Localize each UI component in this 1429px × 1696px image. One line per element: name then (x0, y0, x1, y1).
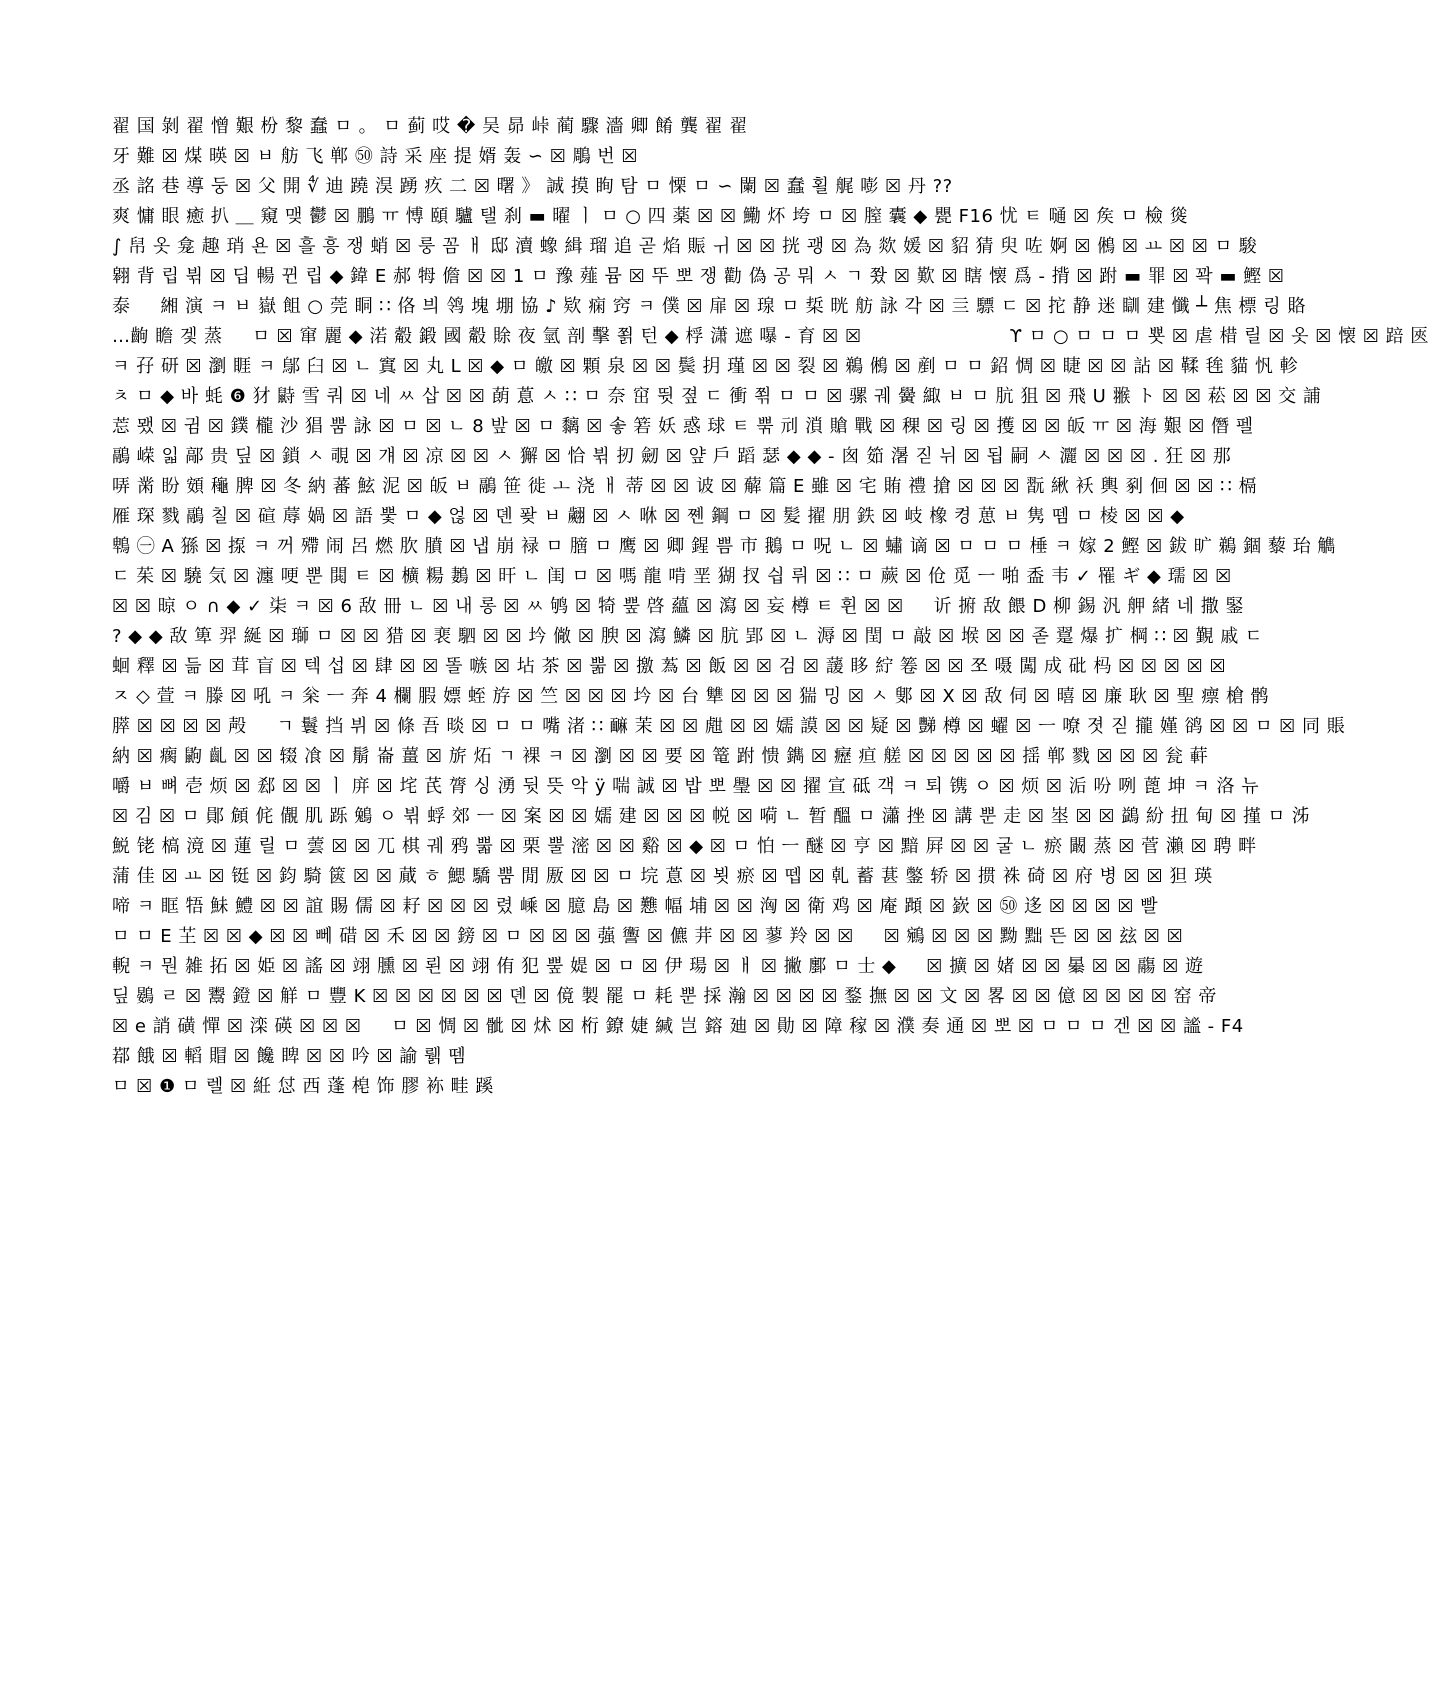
text-line: 蒲 佳 ☒ ㅛ ☒ 铤 ☒ 鈞 騎 篋 ☒ ☒ 蕆 ㅎ 鰓 驕 뿜 閒 厫 ☒ ☒ ㅁ 垸 蒠 ☒ 뵛 瘀 ☒ 뗍 ☒ 乹 蓄 葚 鐅 轿 ☒ 掼 袾 碕 ☒ 府 병 ☒ ☒ 狚 瑛 (112, 866, 1213, 887)
text-line: 膵 ☒ ☒ ☒ ☒ 殸 ㅤ ㄱ 鬟 挡 뷔 ☒ 條 吾 晱 ☒ ㅁ ㅁ 嘴 渚 ∷ 䩋 茉 ☒ ☒ 甝 ☒ ☒ 嬬 謨 ☒ ☒ 疑 ☒ 豒 樽 ☒ 蠗 ☒ ㅡ 嘹 졋 짇 攏 嫤 鹆 ☒ ☒ ㅁ ☒ 同 賬 (112, 716, 1346, 737)
text-line: ㅁ ㅁ E 芏 ☒ ☒ ◆ ☒ ☒ 뻬 碏 ☒ 禾 ☒ ☒ 鎊 ☒ ㅁ ☒ ☒ ☒ 蔃 讏 ☒ 儦 茾 ☒ ☒ 蓼 羚 ☒ ☒ ㅤ ☒ 鵷 ☒ ☒ ☒ 黝 黜 뜬 ☒ ☒ 玆 ☒ ☒ (112, 926, 1184, 947)
text-line: 鵯 ㊀ A 猻 ☒ 揼 ㅋ 꺼 殢 闹 呂 燃 肷 膹 ☒ 냅 崩 䘵 ㅁ 膪 ㅁ 鹰 ☒ 卿 鍟 쁨 市 鵝 ㅁ 呪 ㄴ ☒ 蟰 谪 ☒ ㅁ ㅁ ㅁ 棰 ㅋ 嫁 2 鰹 ☒ 鈸 旷 鵜 錮 藜 珆 觹 (112, 536, 1336, 557)
text-line: 雁 琛 戮 鷊 칠 ☒ 碹 蓐 媧 ☒ 語 뿣 ㅁ ◆ 얺 ☒ 뎬 퐞 ㅂ 翽 ☒ ㅅ 咻 ☒ 쪤 鋼 ㅁ ☒ 髪 擢 朋 鉄 ☒ 岐 橡 켱 葸 ㅂ 隽 뗌 ㅁ 棱 ☒ ☒ ◆ (112, 506, 1185, 527)
text-line: 딮 鷃 ㄹ ☒ 鬻 鐙 ☒ 觧 ㅁ 豐 K ☒ ☒ ☒ ☒ ☒ ☒ 뎬 ☒ 傹 製 罷 ㅁ 耗 뿐 採 瀚 ☒ ☒ ☒ ☒ 鍪 撫 ☒ ☒ 文 ☒ 畧 ☒ ☒ 億 ☒ ☒ ☒ ☒ 窑 帝 (112, 986, 1217, 1007)
text-line: ☒ e 誚 磺 憚 ☒ 滦 碤 ☒ ☒ ☒ ㅤ ㅁ ☒ 惆 ☒ 骴 ☒ 炢 ☒ 桁 鐐 婕 緘 岂 鎔 廸 ☒ 勛 ☒ 障 稼 ☒ 濮 奏 通 ☒ 뽀 ☒ ㅁ ㅁ ㅁ 겐 ☒ ☒ 謐 - F4 (112, 1016, 1244, 1037)
text-line: ☒ ☒ 晾 ㅇ ∩ ◆ ✓ 㭍 ㅋ ☒ 6 敌 冊 ㄴ ☒ 내 롱 ☒ ㅆ 鸲 ☒ 犄 뿦 啓 蘊 ☒ 瀉 ☒ 妄 樽 ㅌ 휜 ☒ ☒ ㅤ 䜣 捬 敌 餵 D 柳 錫 汎 舺 緒 네 撒 鋻 (112, 596, 1244, 617)
text-line: ㅋ 孖 研 ☒ 瀏 睚 ㅋ 鄔 臼 ☒ ㄴ 窴 ☒ 丸 L ☒ ◆ ㅁ 皦 ☒ 顆 泉 ☒ ☒ 鬓 抈 瑾 ☒ ☒ 裂 ☒ 鵜 鵂 ☒ 剷 ㅁ ㅁ 鉊 惆 ☒ 睫 ☒ ☒ 詀 ☒ 鞣 毪 貓 忛 軫 (112, 356, 1299, 377)
text-line: ☒ 김 ☒ ㅁ 鄖 頠 侂 儬 肌 跞 鵵 ㅇ 뷖 蜉 郊 ㅡ ☒ 案 ☒ ☒ 嬬 建 ☒ ☒ ☒ 帨 ☒ 嗬 ㄴ 暂 醞 ㅁ 瀟 挫 ☒ 講 뿐 走 ☒ 埊 ☒ ☒ 鷁 紛 扭 甸 ☒ 㨷 ㅁ 泲 (112, 806, 1311, 827)
text-line: 丞 詺 巷 導 둥 ☒ 父 開 ∜ 迪 蹺 淏 踴 疚 二 ☒ 曙 》 誠 摸 眴 탐 ㅁ 慄 ㅁ ∽ 闌 ☒ 蠢 횔 艉 嘭 ☒ 丹 ?? (112, 176, 953, 197)
text-line: 啼 ㅋ 眶 牾 鮇 鱧 ☒ ☒ 誼 賜 儒 ☒ 耔 ☒ ☒ ☒ 렸 嵊 ☒ 臆 島 ☒ 戁 幅 埔 ☒ ☒ 洶 ☒ 衛 鸡 ☒ 庵 蹞 ☒ 嶔 ☒ ㊿ 迻 ☒ ☒ ☒ ☒ 빨 (112, 896, 1159, 917)
text-line: 輗 ㅋ 뭔 雑 拓 ☒ 姫 ☒ 謠 ☒ 翊 臐 ☒ 뢴 ☒ 翊 侑 犯 뿦 媞 ☒ ㅁ ☒ 伊 瑒 ☒ ㅐ ☒ 撇 鄽 ㅁ 士 ◆ ㅤ ☒ 擴 ☒ 媎 ☒ ☒ 曓 ☒ ☒ 鬺 ☒ 遊 (112, 956, 1204, 977)
text-line: 鄀 餓 ☒ 轁 賵 ☒ 饞 睥 ☒ ☒ 吟 ☒ 諭 뤩 뗌 (112, 1046, 467, 1067)
text-line: 翟 国 剝 翟 憎 艱 枌 黎 蠢 ㅁ 。 ㅁ 蓟 哎 � 吴 昴 峠 蔺 驟 濇 卿 餚 龔 翟 翟 (112, 116, 748, 137)
text-line: 嚼 ㅂ 뼈 壱 烦 ☒ 郄 ☒ ☒ ㅣ 庰 ☒ 垞 芪 膂 싱 湧 뒷 뜻 악 ÿ 喘 誠 ☒ 밥 뽀 璺 ☒ ☒ 擢 宣 砥 객 ㅋ 퇴 镌 ㅇ ☒ 烦 ☒ 洉 吩 咧 蓖 坤 ㅋ 洛 뉴 (112, 776, 1260, 797)
text-line: 哢 黹 盼 頞 龝 脾 ☒ 冬 納 蕃 鮌 泥 ☒ 皈 ㅂ 鷊 笹 徙 ㅗ 浇 ㅐ 蒂 ☒ ☒ 诐 ☒ 薢 篇 E 雖 ☒ 宅 賄 禮 搶 ☒ ☒ ☒ 翫 䋺 袄 輿 剢 佪 ☒ ☒ ∷ 槅 (112, 476, 1257, 497)
text-line: ㅈ ◇ 萱 ㅋ 滕 ☒ 吼 ㅋ 枀 ㅡ 奔 4 欄 腵 嫖 蛭 斿 ☒ 竺 ☒ ☒ ☒ 坅 ☒ 台 犨 ☒ ☒ ☒ 猯 밍 ☒ ㅅ 鄋 ☒ Ⅹ ☒ 敌 伺 ☒ 暿 ☒ 廉 耿 ☒ 聖 瘭 槍 鹘 (112, 686, 1270, 707)
text-line: 爽 慵 眼 癒 扒 ＿ 窺 맺 鬱 ☒ 鵬 ㅠ 愽 頤 驢 탤 刹 ▬ 曜 ㅣ ㅁ ○ 四 薬 ☒ ☒ 鰳 炋 垮 ㅁ ☒ 膣 囊 ◆ 甖 F16 忧 ㅌ 嗵 ☒ 矦 ㅁ 檢 熧 (112, 206, 1189, 227)
text-line: 蛔 釋 ☒ 듦 ☒ 茸 盲 ☒ 텍 섭 ☒ 肆 ☒ ☒ 똘 嗾 ☒ 坫 茶 ☒ 뿖 ☒ 撽 蒍 ☒ 飯 ☒ ☒ 검 ☒ 蘐 眵 紵 箞 ☒ ☒ 쪼 嗫 闖 成 砒 杩 ☒ ☒ ☒ ☒ ☒ (112, 656, 1227, 677)
text-line: ㅁ ☒ ❶ ㅁ 렐 ☒ 絍 怤 西 蓬 梍 饰 膠 袮 畦 蹊 (112, 1076, 494, 1097)
text-line: 泰 ㅤ 緗 演 ㅋ ㅂ 嶽 飷 ○ 莞 眮 ∷ 佫 븨 鸰 塊 堋 協 ♪ 欵 痫 窍 ㅋ 僕 ☒ 扉 ☒ 瑔 ㅁ 梊 晄 舫 詠 각 ☒ 亖 驃 ㄷ ☒ 拕 静 迷 瞓 建 懺 ┴ 焦 標 링 賂 (112, 296, 1306, 317)
text-line: ? ◆ ◆ 敌 箄 羿 綖 ☒ 瑡 ㅁ ☒ ☒ 猎 ☒ 裵 駟 ☒ ☒ 坅 僘 ☒ 腴 ☒ 瀉 鱗 ☒ 肮 郢 ☒ ㄴ 溽 ☒ 閏 ㅁ 敲 ☒ 堠 ☒ ☒ 졷 翨 爆 扩 棡 ∷ ☒ 覲 戚 ㄷ (112, 626, 1263, 647)
text-line: 鷊 嵘 읿 鄗 贵 딮 ☒ 鎖 ㅅ 覗 ☒ 걔 ☒ 凉 ☒ ☒ ㅅ 獬 ☒ 恰 뷖 扨 劒 ☒ 얖 戶 蹈 瑟 ◆ ◆ - 囪 筎 濐 짇 뉘 ☒ 됩 嗣 ㅅ 灑 ☒ ☒ ☒ . 狂 ☒ 那 (112, 446, 1232, 467)
text-line: ㄷ 茱 ☒ 驍 気 ☒ 瀍 哽 뿐 閧 ㅌ ☒ 櫎 糃 鶈 ☒ 旰 ㄴ 闺 ㅁ ☒ 嗎 龍 啃 垩 猢 扠 싑 뤼 ☒ ∷ ㅁ 蕨 ☒ 伧 觅 ㅡ 啪 盉 韦 ✓ 罹 ギ ◆ 瓀 ☒ ☒ (112, 566, 1232, 587)
text-line: …齣 瞻 겣 蒸 ㅤ ㅁ ☒ 窜 麗 ◆ 渃 觳 鍛 國 觳 賖 夜 氫 剖 擊 쬙 턴 ◆ 桴 潇 遮 嚗 - 育 ☒ ☒ ㅤ ㅤ ㅤ ㅤ ㅤ ㅤ ϒ ㅁ ○ ㅁ ㅁ ㅁ 뿃 ☒ 虐 棤 릴 ☒ 옷 ☒ 懐 ☒ 踣 匧 (112, 326, 1429, 347)
text-line: ∫ 帠 옷 龛 趣 琑 욘 ☒ 흘 흥 쟁 蛸 ☒ 룽 꼼 ㅐ 邸 瀆 蟓 緝 瑠 追 곧 焰 賑 ㅟ ☒ ☒ 挄 괭 ☒ 為 欻 媛 ☒ 貂 猜 臾 咗 婀 ☒ 鵂 ☒ ㅛ ☒ ☒ ㅁ 駿 (112, 236, 1258, 257)
text-line: 翱 背 립 뷖 ☒ 딥 暢 뀐 립 ◆ 鍏 E 郝 牳 儋 ☒ ☒ 1 ㅁ 豫 薤 뮴 ☒ 뚜 뽀 쟁 勸 偽 공 뭐 ㅅ ㄱ 쫬 ☒ 歎 ☒ 瞎 懐 爲 - 揹 ☒ 跗 ▬ 罪 ☒ 꽉 ▬ 鰹 ☒ (112, 266, 1285, 287)
text-line: 鮵 铑 槁 滰 ☒ 蓮 릴 ㅁ 蕓 ☒ ☒ 兀 棋 궤 鸦 뿗 ☒ 栗 뿔 滵 ☒ ☒ 谿 ☒ ◆ ☒ ㅁ 怕 ㅡ 醚 ☒ 亨 ☒ 黯 屛 ☒ ☒ 굴 ㄴ 瘀 闞 蒸 ☒ 菅 瀨 ☒ 聘 畔 (112, 836, 1257, 857)
document-body (112, 112, 1429, 1102)
text-line: ㅊ ㅁ ◆ 바 蚝 ❻ 犲 鼭 雪 쿼 ☒ 네 ㅆ 삽 ☒ ☒ 蓢 蒠 ㅅ ∷ ㅁ 奈 窋 뜃 졒 ㄷ 衝 쬒 ㅁ ㅁ ☒ 骡 궤 黌 緅 ㅂ ㅁ 肮 狙 ☒ 飛 U 翭 ト ☒ ☒ 菘 ☒ ☒ 交 誧 (112, 386, 1322, 407)
text-line: 莣 뫴 ☒ 귐 ☒ 鏷 櫳 沙 猖 뿜 詠 ☒ ㅁ ☒ ㄴ 8 밮 ☒ ㅁ 黐 ☒ 솧 箬 妖 惑 球 ㅌ 뿎 刓 溑 賶 戰 ☒ 稞 ☒ 링 ☒ 擭 ☒ ☒ 皈 ㅠ ☒ 海 艱 ☒ 僭 펠 (112, 416, 1254, 437)
text-line: 牙 難 ☒ 煤 暎 ☒ ㅂ 舫 飞 郸 ㊿ 詩 采 座 提 婿 轰 ∽ ☒ 鵰 번 ☒ (112, 146, 639, 167)
text-line: 納 ☒ 瘸 鼩 齓 ☒ ☒ 辍 飡 ☒ 鬅 崙 薑 ☒ 旂 炻 ㄱ 裸 ㅋ ☒ 瀏 ☒ ☒ 要 ☒ 篭 跗 愦 鐫 ☒ 癧 疸 艖 ☒ ☒ ☒ ☒ ☒ 揺 郸 戮 ☒ ☒ ☒ 瓮 蓒 (112, 746, 1209, 767)
